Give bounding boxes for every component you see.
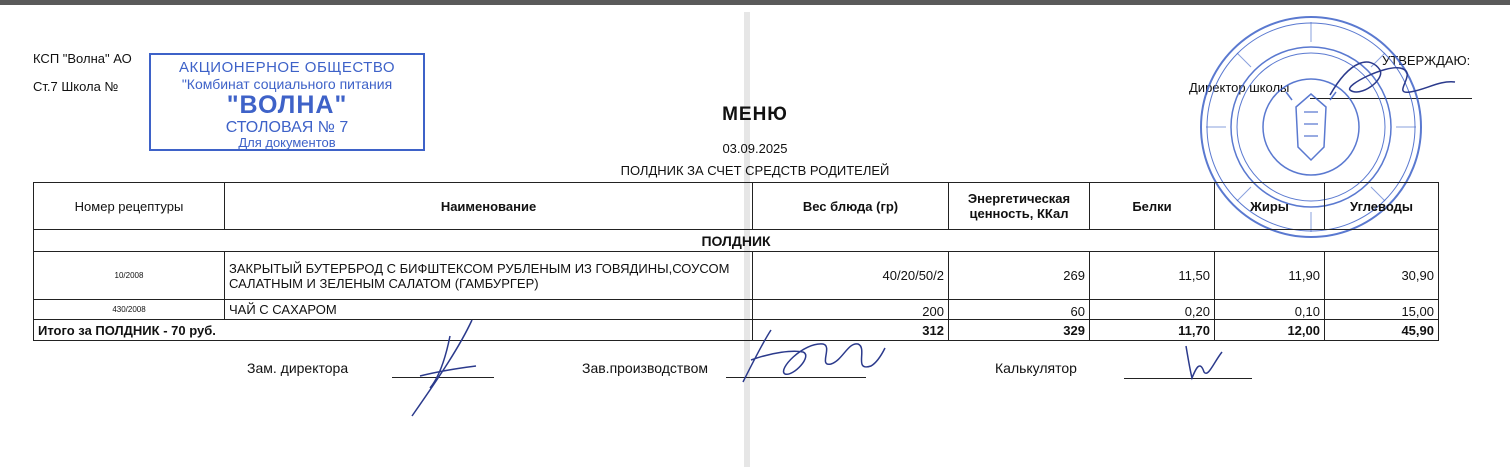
dish-carbs: 15,00 <box>1325 300 1439 320</box>
col-name: Наименование <box>225 183 753 230</box>
dish-protein: 11,50 <box>1090 252 1215 300</box>
calculator-label: Калькулятор <box>995 360 1077 376</box>
dish-fat: 11,90 <box>1215 252 1325 300</box>
table-header-row <box>34 183 1439 230</box>
calculator-signature <box>1178 342 1228 382</box>
col-fat: Жиры <box>1215 183 1325 230</box>
organization-stamp <box>149 53 425 151</box>
total-weight: 312 <box>753 320 949 341</box>
dish-kcal: 269 <box>949 252 1090 300</box>
dish-carbs: 30,90 <box>1325 252 1439 300</box>
org-line: КСП "Волна" АО <box>33 51 132 66</box>
stamp-line3: "ВОЛНА" <box>226 91 348 119</box>
menu-date: 03.09.2025 <box>722 141 788 156</box>
page-title: МЕНЮ <box>722 104 788 125</box>
deputy-director-label: Зам. директора <box>247 360 349 376</box>
section-row <box>34 230 1439 252</box>
total-label: Итого за ПОЛДНИК - 70 руб. <box>34 320 753 341</box>
production-signature <box>733 322 888 392</box>
menu-table <box>33 182 1439 341</box>
col-kcal: Энергетическая ценность, ККал <box>949 183 1090 230</box>
dish-fat: 0,10 <box>1215 300 1325 320</box>
stamp-line2: "Комбинат социального питания <box>181 76 393 92</box>
col-weight: Вес блюда (гр) <box>753 183 949 230</box>
approve-label: УТВЕРЖДАЮ: <box>1382 53 1471 68</box>
deputy-signature <box>400 316 480 420</box>
stamp-line1: АКЦИОНЕРНОЕ ОБЩЕСТВО <box>178 59 396 76</box>
total-kcal: 329 <box>949 320 1090 341</box>
table-row <box>34 300 1439 320</box>
school-line: Ст.7 Школа № <box>33 79 119 94</box>
dish-weight: 200 <box>753 300 949 320</box>
director-signature <box>1290 50 1460 110</box>
section-title: ПОЛДНИК <box>34 230 1439 252</box>
col-carbs: Углеводы <box>1325 183 1439 230</box>
recipe-number: 10/2008 <box>34 252 225 300</box>
production-manager-label: Зав.производством <box>582 360 708 376</box>
recipe-number: 430/2008 <box>34 300 225 320</box>
director-label: Директор школы <box>1189 80 1290 95</box>
col-recipe: Номер рецептуры <box>34 183 225 230</box>
dish-name: ЧАЙ С САХАРОМ <box>225 300 753 320</box>
col-protein: Белки <box>1090 183 1215 230</box>
dish-weight: 40/20/50/2 <box>753 252 949 300</box>
total-carbs: 45,90 <box>1325 320 1439 341</box>
total-protein: 11,70 <box>1090 320 1215 341</box>
dish-name: ЗАКРЫТЫЙ БУТЕРБРОД С БИФШТЕКСОМ РУБЛЕНЫМ ИЗ ГОВЯДИНЫ,СОУСОМ САЛАТНЫМ И ЗЕЛЕНЫМ САЛАТОМ (ГАМБУРГЕР) <box>225 252 753 300</box>
stamp-line5: Для документов <box>238 135 336 150</box>
dish-protein: 0,20 <box>1090 300 1215 320</box>
menu-subtitle: ПОЛДНИК ЗА СЧЕТ СРЕДСТВ РОДИТЕЛЕЙ <box>620 163 890 178</box>
stamp-line4: СТОЛОВАЯ № 7 <box>225 119 349 136</box>
total-fat: 12,00 <box>1215 320 1325 341</box>
dish-kcal: 60 <box>949 300 1090 320</box>
table-row <box>34 252 1439 300</box>
top-edge <box>0 0 1510 5</box>
